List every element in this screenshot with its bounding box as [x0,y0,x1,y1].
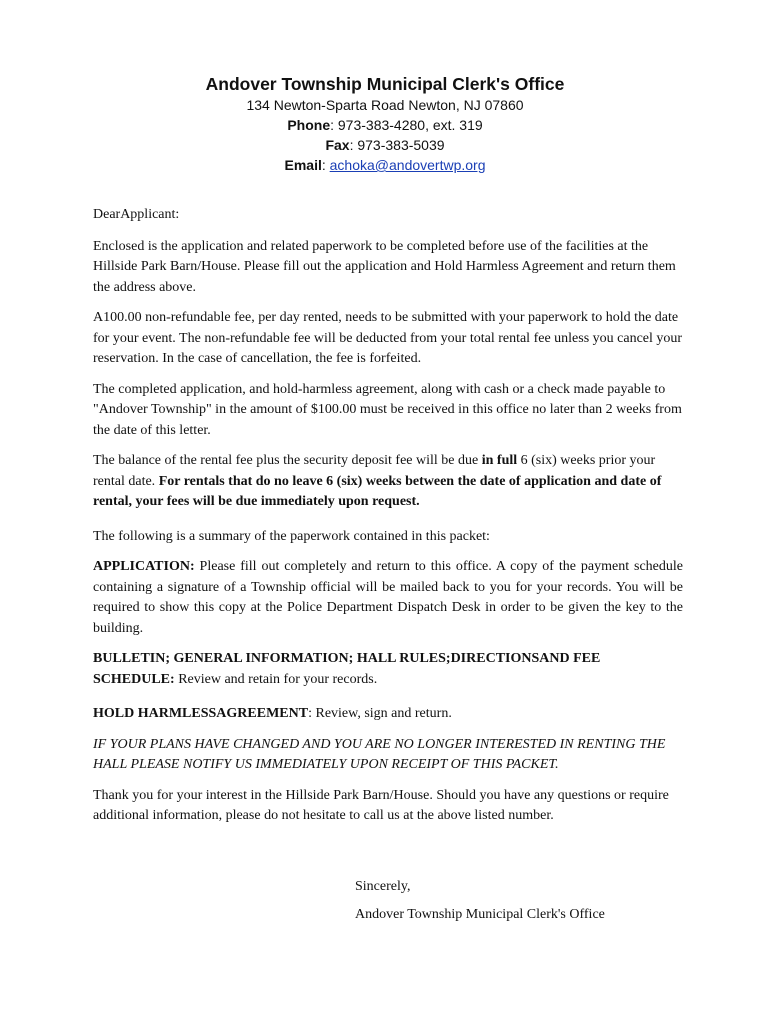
letterhead [0,73,770,175]
balance-deadline-note: For rentals that do no leave 6 (six) weeks between the date of application and date of rental, your fees will be due immediately upon request. [93,473,662,509]
bulletin-label: BULLETIN; GENERAL INFORMATION; HALL RULES;DIRECTIONSAND FEE SCHEDULE: [93,651,601,687]
balance-text-2: 6 (six) weeks prior your rental date. [93,453,656,489]
hold-harmless-label: HOLD HARMLESSAGREEMENT [93,706,309,721]
notice-text: IF YOUR PLANS HAVE CHANGED AND YOU ARE NO LONGER INTERESTED IN RENTING THE HALL PLEASE NOTIFY US IMMEDIATELY UPON RECEIPT OF THIS PACKET. [93,736,666,772]
hold-harmless-text: : Review, sign and return. [308,706,452,721]
phone-value: : 973-383-4280, ext. 319 [330,117,483,133]
fax-value: : 973-383-5039 [349,137,445,153]
email-link[interactable]: achoka@andovertwp.org [329,157,486,173]
balance-text-1: The balance of the rental fee plus the security deposit fee will be due [93,453,482,468]
application-text: Please fill out completely and return to this office. A copy of the payment schedule containing a signature of a Township official will be mailed back to you for your records. You will be required to show this copy at the Police Department Dispatch Desk in order to be given the key to the building. [93,559,683,636]
application-label: APPLICATION: [93,559,195,574]
paragraph-bulletin [93,649,683,690]
bulletin-text: Review and retain for your records. [174,671,378,687]
paragraph-application [93,557,683,639]
paragraph-notice [93,735,683,776]
office-phone [0,115,770,135]
office-email [0,155,770,175]
email-label: Email [284,157,322,173]
paragraph-hold-harmless [93,704,683,725]
paragraph-payment: The completed application, and hold-harmless agreement, along with cash or a check made payable to "Andover Township" in the amount of $100.00 must be received in this office no later than 2 weeks from the date of this letter. [93,381,682,438]
paragraph-thanks: Thank you for your interest in the Hillside Park Barn/House. Should you have any questions or require additional information, please do not hesitate to call us at the above listed number. [93,787,669,823]
signature-line: Andover Township Municipal Clerk's Office [355,906,605,922]
office-address: 134 Newton-Sparta Road Newton, NJ 07860 [246,97,524,113]
paragraph-fee: A100.00 non-refundable fee, per day rented, needs to be submitted with your paperwork to hold the date for your event. The non-refundable fee will be deducted from your total rental fee unless you cancel your reservation. In the case of cancellation, the fee is forfeited. [93,310,683,366]
fax-label: Fax [325,137,350,153]
letter-closing [355,877,605,925]
phone-label: Phone [287,117,331,133]
letter-body [93,205,683,837]
salutation: DearApplicant: [93,207,180,222]
paragraph-balance [93,451,683,513]
valediction: Sincerely, [355,879,411,894]
balance-in-full: in full [481,453,518,468]
office-title: Andover Township Municipal Clerk's Office [205,74,565,94]
paragraph-summary-intro: The following is a summary of the paperwork contained in this packet: [93,528,490,544]
office-fax [0,135,770,155]
paragraph-enclosed: Enclosed is the application and related paperwork to be completed before use of the facilities at the Hillside Park Barn/House. Please fill out the application and Hold Harmless Agreement and return them the address above. [93,238,676,295]
email-separator: : [321,157,330,173]
